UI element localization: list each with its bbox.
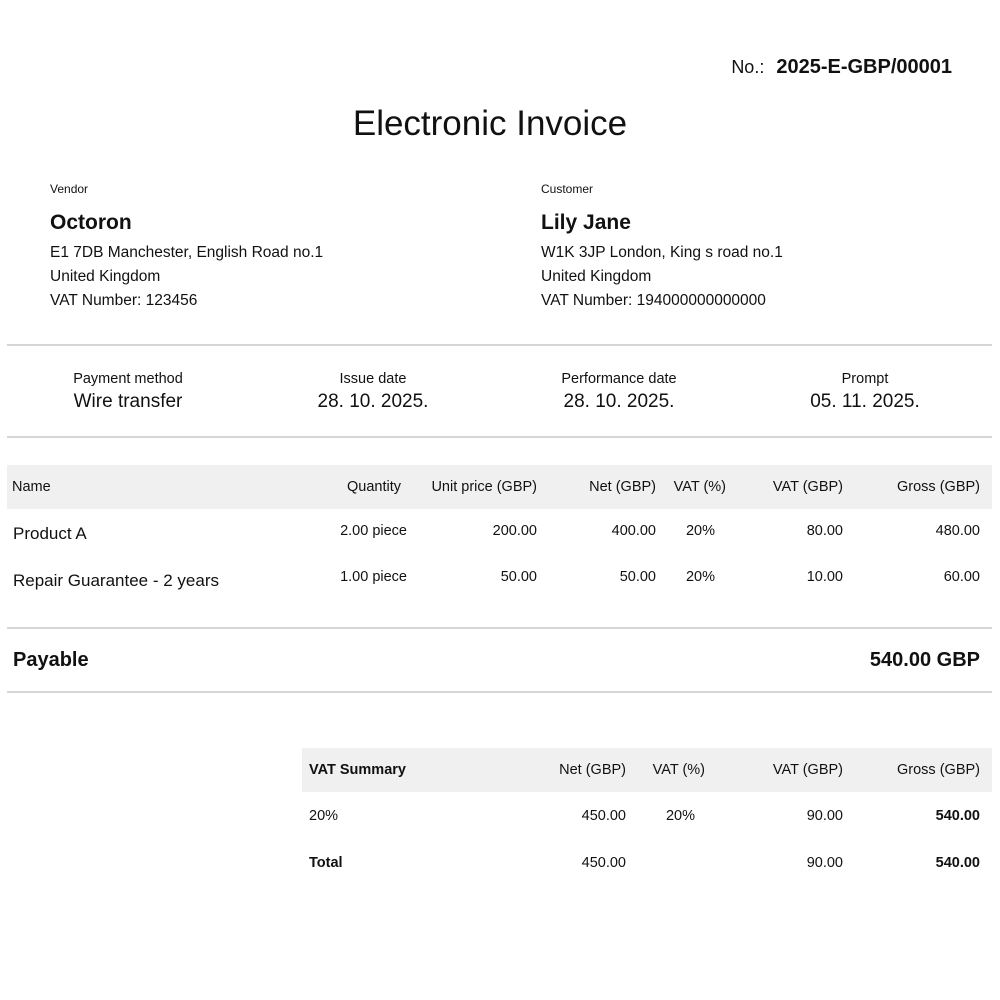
customer-name: Lily Jane xyxy=(541,211,631,234)
meta-payment-method xyxy=(8,371,248,413)
vendor-country: United Kingdom xyxy=(50,268,161,285)
item-name: Repair Guarantee - 2 years xyxy=(13,571,219,590)
meta-value: Wire transfer xyxy=(73,391,183,412)
vat-total-label: Total xyxy=(309,855,343,871)
invoice-number-label: No.: xyxy=(731,57,765,77)
meta-label: Payment method xyxy=(73,371,183,387)
customer-block xyxy=(541,182,961,313)
item-quantity: 1.00 piece xyxy=(340,569,407,585)
vat-summary-title: VAT Summary xyxy=(309,762,406,778)
item-name: Product A xyxy=(13,524,87,543)
item-vat-amount: 10.00 xyxy=(806,569,843,585)
col-header-vat-amount: VAT (GBP) xyxy=(772,479,843,495)
col-header-gross: Gross (GBP) xyxy=(897,479,980,495)
col-header-name: Name xyxy=(12,479,51,495)
payable-amount: 540.00 GBP xyxy=(869,649,980,671)
meta-value: 05. 11. 2025. xyxy=(810,391,920,412)
divider xyxy=(7,627,992,629)
customer-vat-number: VAT Number: 194000000000000 xyxy=(541,292,766,309)
vat-total-vat-amount: 90.00 xyxy=(806,855,843,871)
vat-col-header-gross: Gross (GBP) xyxy=(897,762,980,778)
page-title: Electronic Invoice xyxy=(352,104,628,143)
meta-prompt xyxy=(745,371,985,413)
meta-performance-date xyxy=(499,371,739,413)
meta-issue-date xyxy=(253,371,493,413)
payable-label: Payable xyxy=(13,649,89,671)
customer-country: United Kingdom xyxy=(541,268,652,285)
item-vat-pct: 20% xyxy=(685,569,715,585)
invoice-number xyxy=(731,56,952,79)
invoice-number-value: 2025-E-GBP/00001 xyxy=(776,56,952,78)
vat-row-gross: 540.00 xyxy=(935,808,980,824)
item-quantity: 2.00 piece xyxy=(340,523,407,539)
col-header-quantity: Quantity xyxy=(347,479,401,495)
customer-address: W1K 3JP London, King s road no.1 xyxy=(541,244,783,261)
vat-row-vat-pct: 20% xyxy=(665,808,695,824)
vat-total-net: 450.00 xyxy=(581,855,626,871)
divider xyxy=(7,691,992,693)
meta-value: 28. 10. 2025. xyxy=(563,391,675,412)
item-gross: 480.00 xyxy=(935,523,980,539)
vat-row-vat-amount: 90.00 xyxy=(806,808,843,824)
vat-col-header-vat-amount: VAT (GBP) xyxy=(772,762,843,778)
vendor-address: E1 7DB Manchester, English Road no.1 xyxy=(50,244,324,261)
vendor-name: Octoron xyxy=(50,211,132,234)
meta-label: Issue date xyxy=(339,371,407,387)
item-gross: 60.00 xyxy=(943,569,980,585)
divider xyxy=(7,436,992,438)
item-unit-price: 200.00 xyxy=(492,523,537,539)
vat-row-label: 20% xyxy=(309,808,339,824)
item-unit-price: 50.00 xyxy=(500,569,537,585)
meta-label: Performance date xyxy=(561,371,677,387)
item-vat-pct: 20% xyxy=(685,523,715,539)
customer-caption: Customer xyxy=(541,182,594,196)
vat-row-net: 450.00 xyxy=(581,808,626,824)
item-vat-amount: 80.00 xyxy=(806,523,843,539)
col-header-vat-pct: VAT (%) xyxy=(673,479,726,495)
vat-col-header-net: Net (GBP) xyxy=(559,762,626,778)
vat-total-gross: 540.00 xyxy=(935,855,980,871)
vendor-block xyxy=(50,182,470,313)
col-header-net: Net (GBP) xyxy=(589,479,656,495)
meta-label: Prompt xyxy=(841,371,889,387)
vendor-vat-number: VAT Number: 123456 xyxy=(50,292,198,309)
vendor-caption: Vendor xyxy=(50,182,89,196)
meta-value: 28. 10. 2025. xyxy=(317,391,429,412)
item-net: 400.00 xyxy=(611,523,656,539)
vat-col-header-vat-pct: VAT (%) xyxy=(652,762,705,778)
divider xyxy=(7,344,992,346)
col-header-unit-price: Unit price (GBP) xyxy=(431,479,537,495)
item-net: 50.00 xyxy=(619,569,656,585)
